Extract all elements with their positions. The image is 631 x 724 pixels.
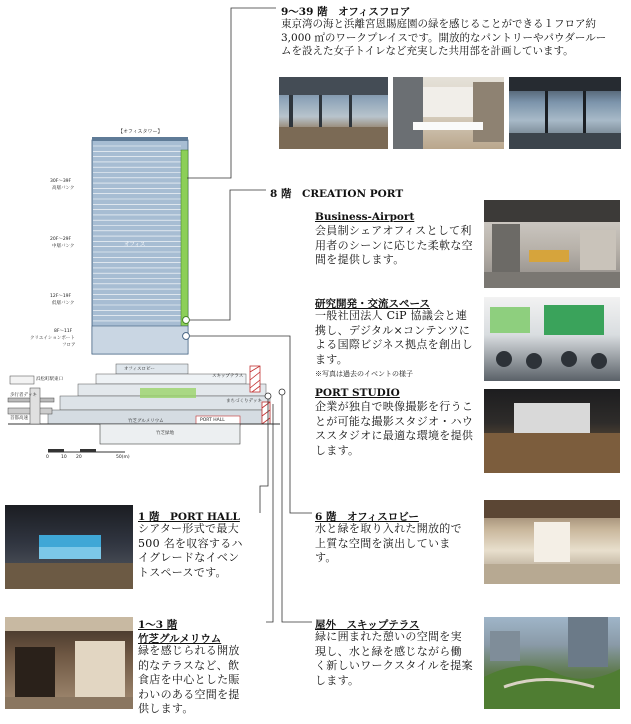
hamamatsu-label: 浜松町駅東口	[36, 377, 63, 382]
creation-port-floors	[92, 326, 188, 354]
office-lobby-title: 6 階 オフィスロビー	[315, 511, 419, 523]
port-studio-desc: 企業が独自で映像撮影を行うことが可能な撮影スタジオ・ハウススタジオに最適な環境を提供します。	[315, 400, 474, 457]
skip-marker	[279, 389, 285, 395]
research-note: ※写真は過去のイベントの様子	[315, 370, 413, 378]
creation-floor-label-2: フロア	[62, 343, 76, 348]
creation-floor-label: クリエイションポート	[30, 336, 75, 341]
gurumeriumu-title-2: 竹芝グルメリウム	[138, 633, 222, 645]
pedestrian-label: 歩行者デッキ	[10, 393, 37, 398]
scale-50: 50(m)	[116, 455, 130, 460]
tower-roof	[92, 137, 188, 141]
bank-low-label: 低層バンク	[52, 301, 75, 306]
hamamatsu-station	[10, 376, 34, 384]
port-hall-desc: シアター形式で最大 500 名を収容するハイグレードなイベントスペースです。	[138, 522, 243, 579]
office-lobby-desc: 水と緑を取り入れた開放的で上質な空間を演出しています。	[315, 522, 462, 564]
gurumeriumu-desc: 緑を感じられる開放的なテラスなど、飲食店を中心とした賑わいのある空間を提供します。	[138, 644, 240, 715]
skip-terrace-hatch	[250, 366, 260, 392]
skip-terrace-title: 屋外 スキップテラス	[315, 619, 420, 631]
office-floor-title: 9～39 階 オフィスフロア	[281, 6, 411, 18]
bank-high-floors: 30F～39F	[50, 179, 72, 184]
lobby-green	[140, 388, 196, 398]
research-title: 研究開発・交流スペース	[315, 298, 430, 310]
creation-port-marker	[183, 317, 190, 324]
lobby-label: オフィスロビー	[124, 367, 155, 372]
hall-label: PORT HALL	[200, 418, 225, 423]
port-hall-title: 1 階 PORT HALL	[138, 511, 240, 523]
bank-mid-label: 中層バンク	[52, 244, 75, 249]
gurume-marker	[265, 393, 271, 399]
road-label: 首都高速	[10, 416, 28, 421]
creation-port-title: 8 階 CREATION PORT	[270, 188, 404, 200]
scale-20: 20	[76, 455, 82, 460]
office-label: オフィス	[124, 242, 146, 248]
port-studio-title: PORT STUDIO	[315, 387, 400, 399]
research-desc: 一般社団法人 CiP 協議会と連携し、デジタル×コンテンツによる国際ビジネス拠点を創出します。	[315, 309, 473, 366]
bank-mid-floors: 20F～29F	[50, 237, 72, 242]
deck-label: まちづくりデッキ	[226, 399, 262, 404]
skip-label: スキップテラス	[212, 374, 244, 379]
garden-label: 竹芝緑地	[156, 431, 174, 436]
tower-label: 【オフィスタワー】	[118, 129, 163, 135]
office-floor-desc: 東京湾の海と浜離宮恩賜庭園の緑を感じることができる１フロア約 3,000 ㎡のワークプレイスです。開放的なパントリーやパウダールームを設えた女子トイレなど充実した共用部を計画しています。	[281, 18, 607, 57]
business-airport-desc: 会員制シェアオフィスとして利用者のシーンに応じた柔軟な空間を提供します。	[315, 224, 473, 266]
leader-lines	[187, 8, 312, 622]
gurume-label: 竹芝グルメリウム	[128, 419, 164, 424]
skip-terrace-desc: 緑に囲まれた憩いの空間を実現し、水と緑を感じながら働く新しいワークスタイルを提案します。	[315, 630, 473, 687]
gurumeriumu-hatch	[262, 402, 270, 424]
scale-0: 0	[46, 455, 49, 460]
bank-low-floors: 12F～19F	[50, 294, 72, 299]
gurumeriumu-title-1: 1～3 階	[138, 619, 178, 631]
scale-bar	[48, 449, 125, 452]
bank-high-label: 高層バンク	[52, 186, 75, 191]
tower-green-strip	[181, 150, 188, 326]
lobby-marker	[183, 333, 190, 340]
scale-10: 10	[61, 455, 67, 460]
business-airport-title: Business-Airport	[315, 211, 415, 223]
creation-floor-range: 8F～11F	[54, 329, 73, 334]
